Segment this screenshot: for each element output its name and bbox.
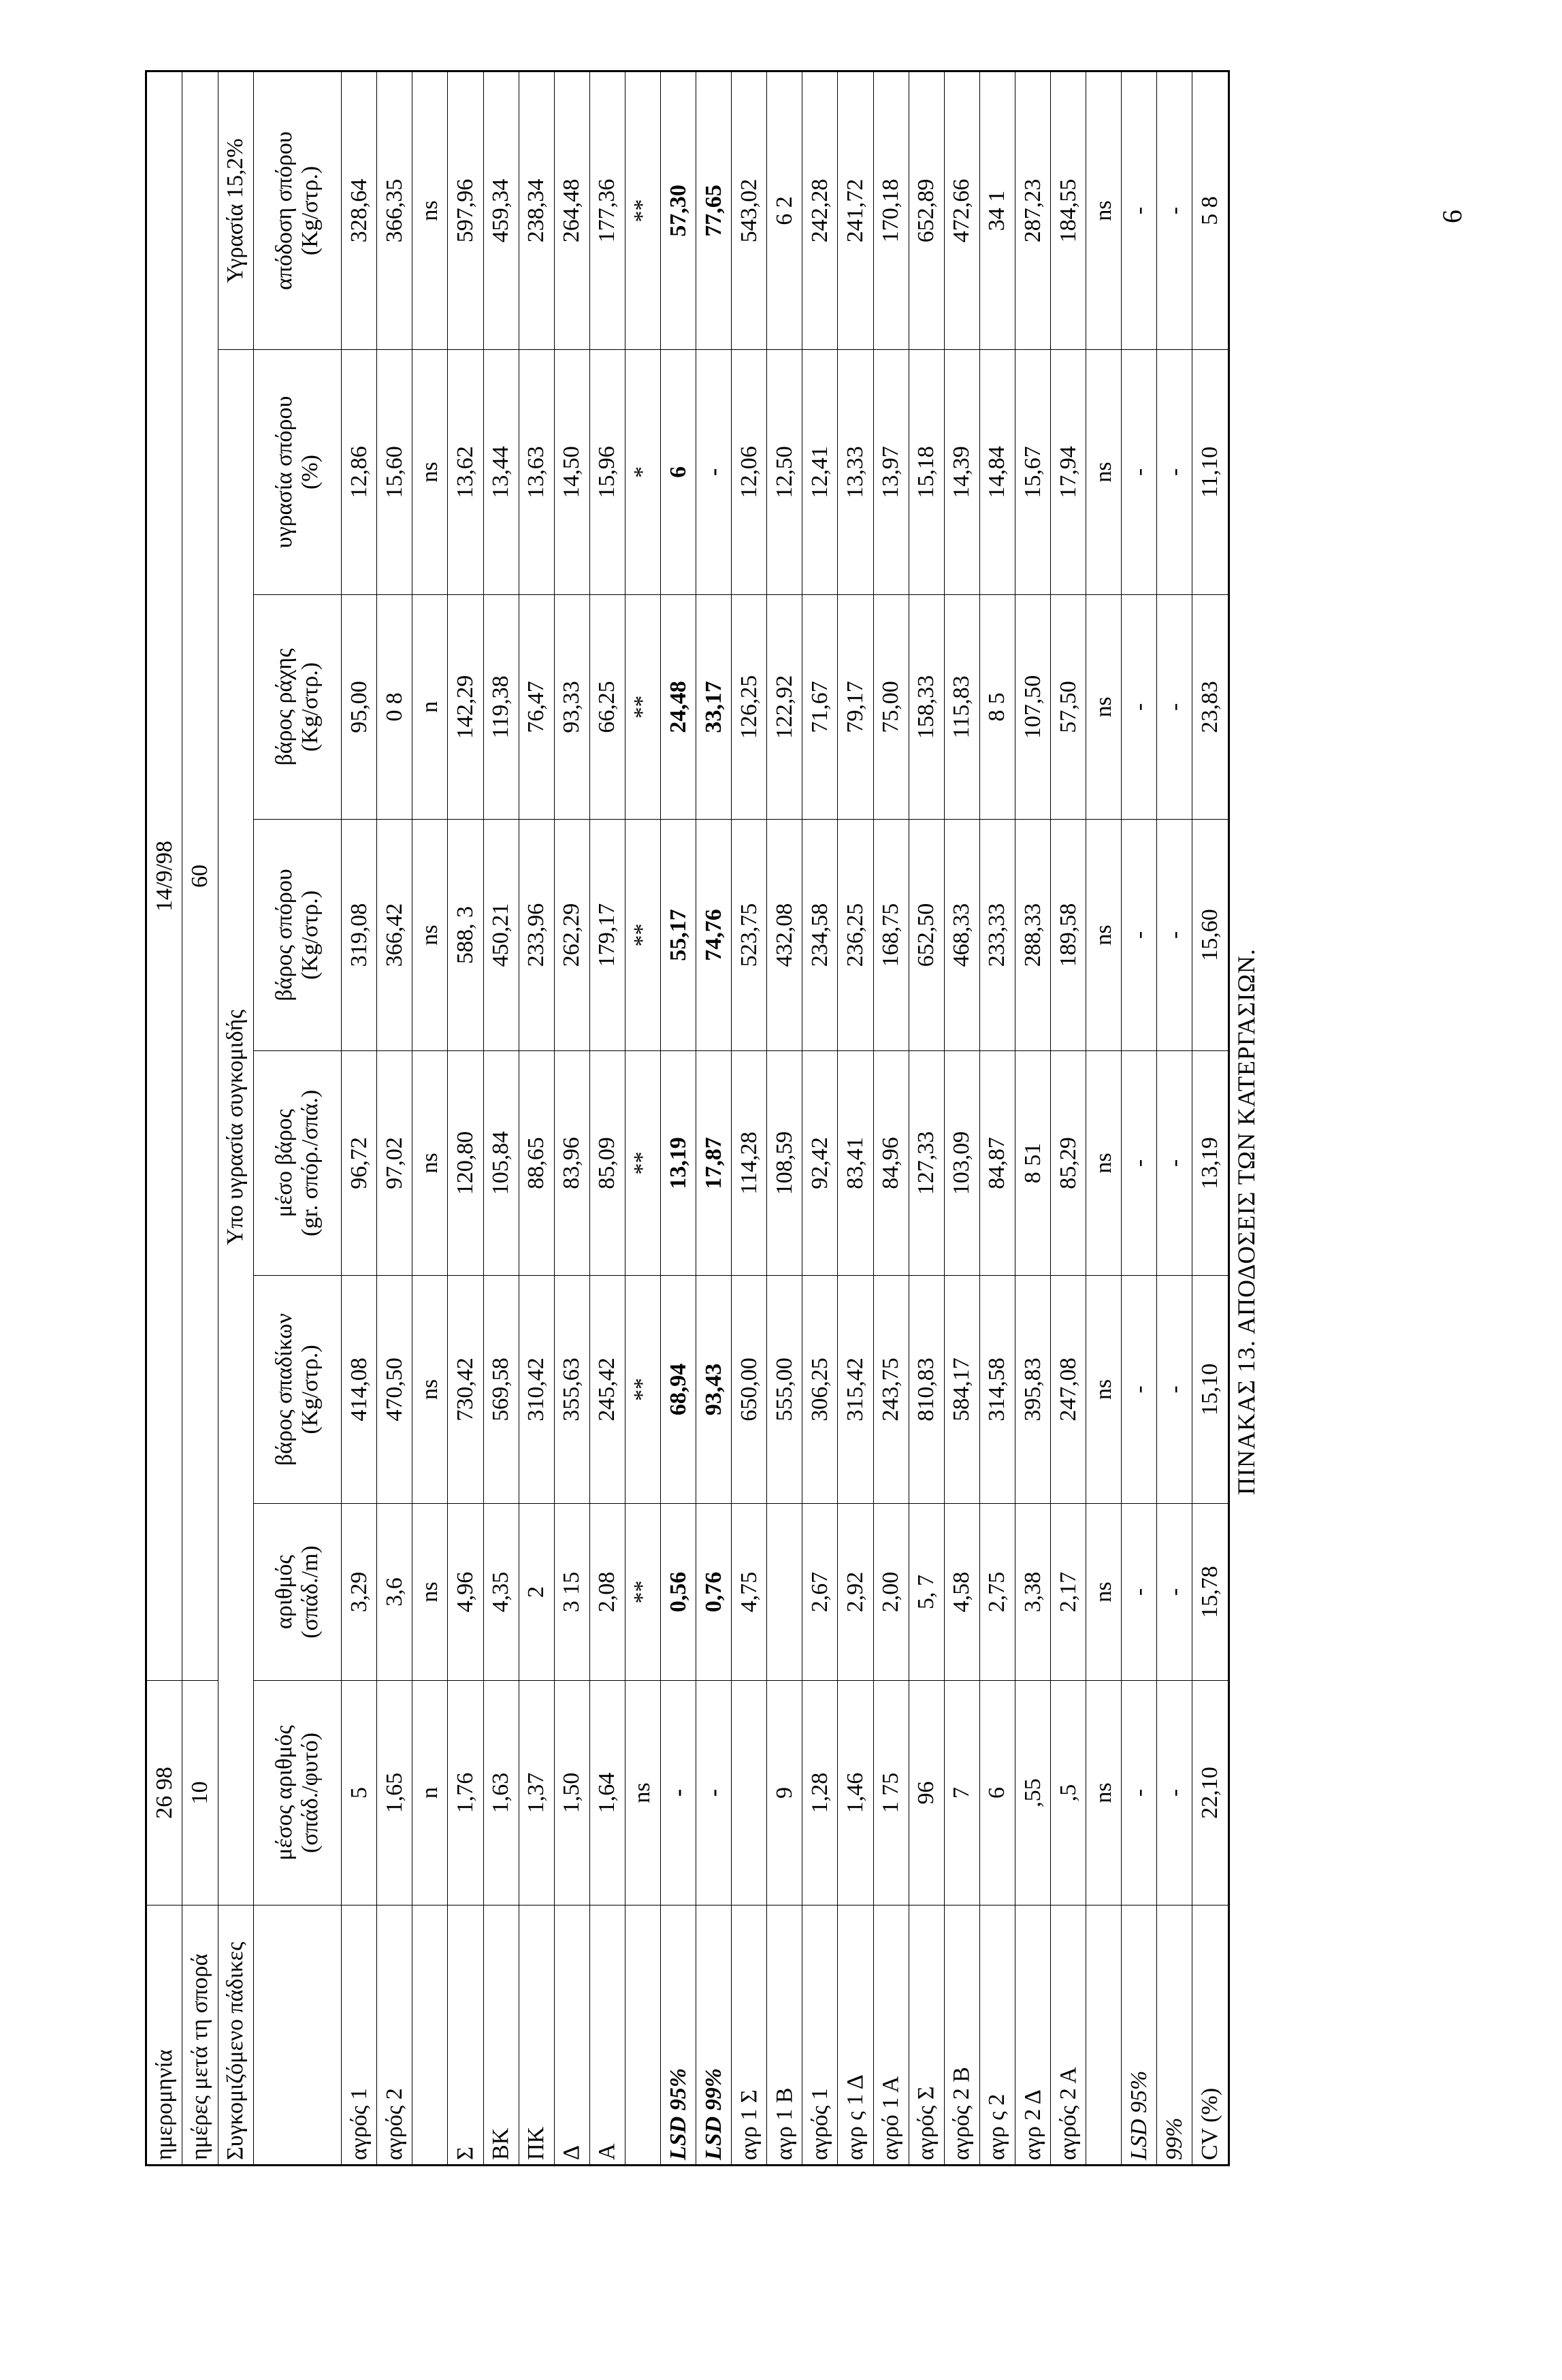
table-cell: ns <box>1086 350 1122 595</box>
table-cell: 314,58 <box>979 1276 1015 1504</box>
table-cell: 13,19 <box>1192 1051 1229 1276</box>
table-cell: 1,50 <box>554 1681 589 1905</box>
table-cell: ns <box>625 1681 660 1905</box>
table-cell: 6 <box>661 350 696 595</box>
table-cell: 142,29 <box>448 595 483 820</box>
column-header: αριθμός (σπάδ./m) <box>253 1504 342 1681</box>
table-cell: ns <box>1086 1276 1122 1504</box>
table-cell: 1,46 <box>838 1681 873 1905</box>
table-cell: - <box>1122 595 1157 820</box>
results-table <box>145 70 1230 2166</box>
table-cell: 245,42 <box>589 1276 625 1504</box>
table-cell: 366,35 <box>377 71 412 350</box>
row-label: LSD 95% <box>661 1905 696 2166</box>
table-cell: - <box>696 1681 732 1905</box>
table-cell: 119,38 <box>483 595 519 820</box>
table-cell: ns <box>1086 1504 1122 1681</box>
table-cell: 238,34 <box>519 71 554 350</box>
table-cell: 108,59 <box>767 1051 802 1276</box>
table-row <box>767 71 802 2166</box>
table-cell: 730,42 <box>448 1276 483 1504</box>
table-body <box>146 71 1229 2166</box>
table-cell: 13,62 <box>448 350 483 595</box>
table-row <box>1122 71 1157 2166</box>
table-cell: n <box>412 595 448 820</box>
table-cell: 15,60 <box>377 350 412 595</box>
table-cell: 68,94 <box>661 1276 696 1504</box>
table-cell: 66,25 <box>589 595 625 820</box>
table-cell: 4,35 <box>483 1504 519 1681</box>
table-cell: 74,76 <box>696 820 732 1051</box>
table-cell: 158,33 <box>909 595 944 820</box>
table-cell: 79,17 <box>838 595 873 820</box>
table-cell: - <box>1157 1504 1192 1681</box>
table-row <box>732 71 767 2166</box>
table-cell: 76,47 <box>519 595 554 820</box>
table-cell: - <box>696 350 732 595</box>
table-cell: 233,33 <box>979 820 1015 1051</box>
harvest-label: Συγκομιζόμενο πάδικες <box>218 1905 253 2166</box>
table-cell: 6 <box>979 1681 1015 1905</box>
table-cell: 262,29 <box>554 820 589 1051</box>
table-row <box>1192 71 1229 2166</box>
days-2: 60 <box>182 71 218 1681</box>
row-label: αγρός 1 <box>342 1905 377 2166</box>
row-label: CV (%) <box>1192 1905 1229 2166</box>
table-cell: 0,76 <box>696 1504 732 1681</box>
table-cell: 34 1 <box>979 71 1015 350</box>
table-cell: 88,65 <box>519 1051 554 1276</box>
table-cell: ** <box>625 71 660 350</box>
table-cell: 3,29 <box>342 1504 377 1681</box>
row-label: αγρ 1 Σ <box>732 1905 767 2166</box>
table-cell: 97,02 <box>377 1051 412 1276</box>
row-label: αγρ 1 Β <box>767 1905 802 2166</box>
date-label: ημερομηνία <box>146 1905 182 2166</box>
table-cell: 234,58 <box>802 820 838 1051</box>
table-cell: 189,58 <box>1051 820 1086 1051</box>
table-cell: 555,00 <box>767 1276 802 1504</box>
table-cell: - <box>1157 71 1192 350</box>
table-cell: 328,64 <box>342 71 377 350</box>
table-cell: 470,50 <box>377 1276 412 1504</box>
table-cell: 57,50 <box>1051 595 1086 820</box>
table-cell: - <box>1122 71 1157 350</box>
table-cell: 15,10 <box>1192 1276 1229 1504</box>
row-label: αγρός 2 Β <box>944 1905 979 2166</box>
table-cell: - <box>1122 1504 1157 1681</box>
table-cell: 6 2 <box>767 71 802 350</box>
table-cell: 122,92 <box>767 595 802 820</box>
table-row <box>1086 71 1122 2166</box>
table-cell: 57,30 <box>661 71 696 350</box>
table-cell: 2 <box>519 1504 554 1681</box>
table-cell: 432,08 <box>767 820 802 1051</box>
table-cell: - <box>661 1681 696 1905</box>
table-cell: ns <box>1086 1051 1122 1276</box>
table-cell: 810,83 <box>909 1276 944 1504</box>
table-cell: 12,41 <box>802 350 838 595</box>
table-cell: 24,48 <box>661 595 696 820</box>
table-row <box>554 71 589 2166</box>
table-cell: - <box>1122 820 1157 1051</box>
table-cell: 92,42 <box>802 1051 838 1276</box>
table-cell: 3 15 <box>554 1504 589 1681</box>
table-cell: 85,09 <box>589 1051 625 1276</box>
table-cell: 8 5 <box>979 595 1015 820</box>
table-cell: 93,43 <box>696 1276 732 1504</box>
table-cell: 3,38 <box>1015 1504 1050 1681</box>
table-cell: * <box>625 350 660 595</box>
table-cell: 114,28 <box>732 1051 767 1276</box>
column-header: μέσος αριθμός (σπάδ./φυτό) <box>253 1681 342 1905</box>
table-cell: 103,09 <box>944 1051 979 1276</box>
table-cell: 93,33 <box>554 595 589 820</box>
row-label: ΠΚ <box>519 1905 554 2166</box>
table-cell: 472,66 <box>944 71 979 350</box>
table-row <box>944 71 979 2166</box>
row-label: Σ <box>448 1905 483 2166</box>
table-cell: 168,75 <box>873 820 909 1051</box>
column-header: βάρος ράχης (Kg/στρ.) <box>253 595 342 820</box>
row-label: αγρός 1 <box>802 1905 838 2166</box>
table-cell: 1,65 <box>377 1681 412 1905</box>
column-header-row <box>253 71 342 2166</box>
table-cell: ** <box>625 595 660 820</box>
table-cell: 287,23 <box>1015 71 1050 350</box>
row-label: αγρός Σ <box>909 1905 944 2166</box>
table-cell: 13,44 <box>483 350 519 595</box>
table-row <box>979 71 1015 2166</box>
table-cell: 1,64 <box>589 1681 625 1905</box>
table-cell: 233,96 <box>519 820 554 1051</box>
row-label: αγρό 1 Α <box>873 1905 909 2166</box>
table-cell: 12,86 <box>342 350 377 595</box>
table-cell: 1 75 <box>873 1681 909 1905</box>
table-cell: 5 <box>342 1681 377 1905</box>
table-cell: 170,18 <box>873 71 909 350</box>
days-1: 10 <box>182 1681 218 1905</box>
table-cell: - <box>1157 595 1192 820</box>
table-row <box>625 71 660 2166</box>
table-cell: 4,75 <box>732 1504 767 1681</box>
table-cell: ** <box>625 820 660 1051</box>
table-cell: 652,50 <box>909 820 944 1051</box>
table-cell: 523,75 <box>732 820 767 1051</box>
table-cell: 23,83 <box>1192 595 1229 820</box>
table-row <box>412 71 448 2166</box>
table-cell: 414,08 <box>342 1276 377 1504</box>
table-cell: 569,58 <box>483 1276 519 1504</box>
table-cell: ,5 <box>1051 1681 1086 1905</box>
row-label: αγρ ς 2 <box>979 1905 1015 2166</box>
table-cell: 459,34 <box>483 71 519 350</box>
table-cell: 17,87 <box>696 1051 732 1276</box>
table-cell: 543,02 <box>732 71 767 350</box>
table-cell: 84,96 <box>873 1051 909 1276</box>
table-cell: 597,96 <box>448 71 483 350</box>
column-header: βάρος σπαδίκων (Kg/στρ.) <box>253 1276 342 1504</box>
table-cell: 0 8 <box>377 595 412 820</box>
table-cell: ** <box>625 1276 660 1504</box>
table-cell: 120,80 <box>448 1051 483 1276</box>
table-cell: 0,56 <box>661 1504 696 1681</box>
table-cell: ns <box>1086 820 1122 1051</box>
table-cell: - <box>1157 1276 1192 1504</box>
table-cell: 1,63 <box>483 1681 519 1905</box>
table-cell: 241,72 <box>838 71 873 350</box>
table-cell: 9 <box>767 1681 802 1905</box>
harvest-row <box>218 71 253 2166</box>
table-cell: 13,97 <box>873 350 909 595</box>
table-row <box>802 71 838 2166</box>
table-cell <box>767 1504 802 1681</box>
table-row <box>838 71 873 2166</box>
table-cell: 288,33 <box>1015 820 1050 1051</box>
table-cell: - <box>1157 1681 1192 1905</box>
table-cell: 85,29 <box>1051 1051 1086 1276</box>
table-cell: 13,19 <box>661 1051 696 1276</box>
table-cell: 96,72 <box>342 1051 377 1276</box>
table-cell: ns <box>412 1051 448 1276</box>
table-cell: 115,83 <box>944 595 979 820</box>
column-header: βάρος σπόρου (Kg/στρ.) <box>253 820 342 1051</box>
column-header: μέσο βάρος (gr. σπόρ./σπά.) <box>253 1051 342 1276</box>
table-cell: 2,92 <box>838 1504 873 1681</box>
table-cell: 588, 3 <box>448 820 483 1051</box>
table-cell: 306,25 <box>802 1276 838 1504</box>
table-cell: 83,41 <box>838 1051 873 1276</box>
table-cell <box>732 1681 767 1905</box>
table-cell: 179,17 <box>589 820 625 1051</box>
table-cell: 12,06 <box>732 350 767 595</box>
row-label: αγρ ς 1 Δ <box>838 1905 873 2166</box>
table-cell: 355,63 <box>554 1276 589 1504</box>
table-cell: ns <box>412 820 448 1051</box>
table-cell: ** <box>625 1504 660 1681</box>
table-cell: 584,17 <box>944 1276 979 1504</box>
table-cell: 15,67 <box>1015 350 1050 595</box>
row-label: αγρός 2 <box>377 1905 412 2166</box>
table-cell: 127,33 <box>909 1051 944 1276</box>
table-cell: 75,00 <box>873 595 909 820</box>
table-cell: 11,10 <box>1192 350 1229 595</box>
moisture-group-label: Υγρασία 15,2% <box>218 71 253 350</box>
table-cell: ns <box>412 1504 448 1681</box>
table-cell: 22,10 <box>1192 1681 1229 1905</box>
table-cell: ns <box>412 350 448 595</box>
table-cell: 3,6 <box>377 1504 412 1681</box>
table-cell: 15,96 <box>589 350 625 595</box>
table-cell: 14,50 <box>554 350 589 595</box>
table-row <box>519 71 554 2166</box>
row-label: LSD 99% <box>696 1905 732 2166</box>
table-cell: 652,89 <box>909 71 944 350</box>
date-1: 26 98 <box>146 1681 182 1905</box>
table-cell: 1,37 <box>519 1681 554 1905</box>
table-cell: 2,17 <box>1051 1504 1086 1681</box>
row-label: LSD 95% <box>1122 1905 1157 2166</box>
days-label: ημέρες μετά τη σπορά <box>182 1905 218 2166</box>
table-cell: 1,76 <box>448 1681 483 1905</box>
row-label: Α <box>589 1905 625 2166</box>
row-label <box>625 1905 660 2166</box>
column-header: απόδοση σπόρου (Kg/στρ.) <box>253 71 342 350</box>
table-row <box>342 71 377 2166</box>
table-cell: 395,83 <box>1015 1276 1050 1504</box>
table-cell: 177,36 <box>589 71 625 350</box>
table-cell: 5, 7 <box>909 1504 944 1681</box>
table-cell: 95,00 <box>342 595 377 820</box>
table-cell: 15,60 <box>1192 820 1229 1051</box>
table-cell: ns <box>412 1276 448 1504</box>
table-cell: 84,87 <box>979 1051 1015 1276</box>
date-2: 14/9/98 <box>146 71 182 1681</box>
days-row <box>182 71 218 2166</box>
table-cell: ns <box>1086 71 1122 350</box>
table-cell: 105,84 <box>483 1051 519 1276</box>
row-label: ΒΚ <box>483 1905 519 2166</box>
row-label <box>412 1905 448 2166</box>
table-cell: 2,67 <box>802 1504 838 1681</box>
row-label: 99% <box>1157 1905 1192 2166</box>
table-row <box>661 71 696 2166</box>
group-label: Υπο υγρασία συγκομιδής <box>218 350 253 1905</box>
table-cell: ,55 <box>1015 1681 1050 1905</box>
table-cell: 2,00 <box>873 1504 909 1681</box>
table-cell: 33,17 <box>696 595 732 820</box>
row-label: Δ <box>554 1905 589 2166</box>
table-cell: 242,28 <box>802 71 838 350</box>
table-cell: n <box>412 1681 448 1905</box>
row-label: αγρός 2 Α <box>1051 1905 1086 2166</box>
page-number: 6 <box>1437 210 1467 223</box>
table-cell: 366,42 <box>377 820 412 1051</box>
table-cell: 17,94 <box>1051 350 1086 595</box>
table-cell: 310,42 <box>519 1276 554 1504</box>
table-row <box>1015 71 1050 2166</box>
table-cell: 1,28 <box>802 1681 838 1905</box>
table-row <box>589 71 625 2166</box>
table-row <box>483 71 519 2166</box>
table-cell: 236,25 <box>838 820 873 1051</box>
table-cell: 107,50 <box>1015 595 1050 820</box>
table-cell: - <box>1122 1276 1157 1504</box>
table-cell: - <box>1122 1051 1157 1276</box>
table-cell: 5 8 <box>1192 71 1229 350</box>
table-cell: 96 <box>909 1681 944 1905</box>
table-cell: 319,08 <box>342 820 377 1051</box>
table-cell: 7 <box>944 1681 979 1905</box>
date-row <box>146 71 182 2166</box>
table-cell: 13,63 <box>519 350 554 595</box>
table-cell: 2,08 <box>589 1504 625 1681</box>
table-row <box>1051 71 1086 2166</box>
table-cell: 83,96 <box>554 1051 589 1276</box>
table-cell: 247,08 <box>1051 1276 1086 1504</box>
table-cell: 14,84 <box>979 350 1015 595</box>
table-row <box>873 71 909 2166</box>
table-cell: 126,25 <box>732 595 767 820</box>
table-cell: 264,48 <box>554 71 589 350</box>
table-cell: 243,75 <box>873 1276 909 1504</box>
table-caption: ΠΙΝΑΚΑΣ 13. ΑΠΟΔΟΣΕΙΣ ΤΩΝ ΚΑΤΕΡΓΑΣΙΩΝ. <box>1233 948 1260 1495</box>
table-cell: 315,42 <box>838 1276 873 1504</box>
table-cell: 2,75 <box>979 1504 1015 1681</box>
table-cell: 12,50 <box>767 350 802 595</box>
table-cell: ns <box>412 71 448 350</box>
table-row <box>696 71 732 2166</box>
table-cell: 15,18 <box>909 350 944 595</box>
table-cell: ns <box>1086 1681 1122 1905</box>
row-label <box>1086 1905 1122 2166</box>
table-cell: - <box>1157 1051 1192 1276</box>
table-row <box>1157 71 1192 2166</box>
table-cell: 4,96 <box>448 1504 483 1681</box>
table-cell: 13,33 <box>838 350 873 595</box>
table-cell: 14,39 <box>944 350 979 595</box>
column-header-empty <box>253 1905 342 2166</box>
table-cell: 4,58 <box>944 1504 979 1681</box>
table-cell: 8 51 <box>1015 1051 1050 1276</box>
table-cell: - <box>1122 350 1157 595</box>
table-cell: - <box>1157 350 1192 595</box>
table-cell: ns <box>1086 595 1122 820</box>
table-cell: - <box>1122 1681 1157 1905</box>
table-cell: - <box>1157 820 1192 1051</box>
table-cell: 55,17 <box>661 820 696 1051</box>
table-row <box>377 71 412 2166</box>
table-cell: 15,78 <box>1192 1504 1229 1681</box>
table-cell: ** <box>625 1051 660 1276</box>
column-header: υγρασία σπόρου (%) <box>253 350 342 595</box>
table-cell: 650,00 <box>732 1276 767 1504</box>
table-cell: 71,67 <box>802 595 838 820</box>
row-label: αγρ 2 Δ <box>1015 1905 1050 2166</box>
table-row <box>448 71 483 2166</box>
table-cell: 450,21 <box>483 820 519 1051</box>
table-cell: 184,55 <box>1051 71 1086 350</box>
table-row <box>909 71 944 2166</box>
table-cell: 468,33 <box>944 820 979 1051</box>
table-cell: 77,65 <box>696 71 732 350</box>
